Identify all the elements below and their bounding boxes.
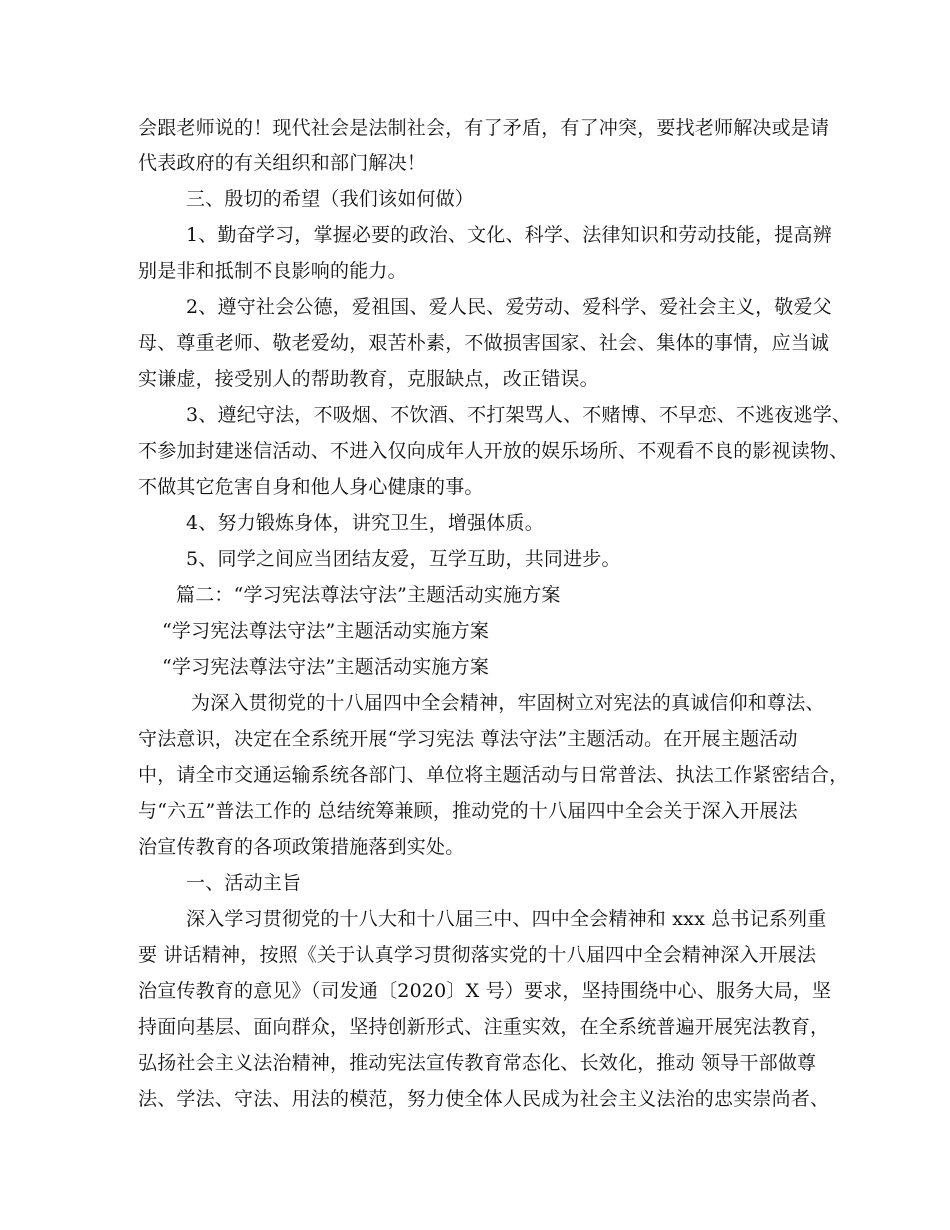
text-line: 5、同学之间应当团结友爱，互学互助，共同进步。 <box>186 548 621 570</box>
text-line: 母、尊重老师、敬老爱幼，艰苦朴素，不做损害国家、社会、集体的事情，应当诚 <box>138 332 830 354</box>
text-line: 与“六五”普法工作的 总结统筹兼顾，推动党的十八届四中全会关于深入开展法 <box>138 800 798 822</box>
text-line: 代表政府的有关组织和部门解决！ <box>138 152 427 174</box>
text-line: 治宣传教育的意见》（司发通〔2020〕X 号）要求，坚持围绕中心、服务大局，坚 <box>138 980 832 1002</box>
section-heading: 三、殷切的希望（我们该如何做） <box>186 188 475 210</box>
text-line: 要 讲话精神，按照《关于认真学习贯彻落实党的十八届四中全会精神深入开展法 <box>138 944 817 966</box>
text-line: 4、努力锻炼身体，讲究卫生，增强体质。 <box>186 512 544 534</box>
text-line: 治宣传教育的各项政策措施落到实处。 <box>138 836 465 858</box>
text-line: 2、遵守社会公德，爱祖国、爱人民、爱劳动、爱科学、爱社会主义，敬爱父 <box>186 296 832 318</box>
text-line: 不参加封建迷信活动、不进入仅向成年人开放的娱乐场所、不观看不良的影视读物、 <box>138 440 849 462</box>
text-line: 别是非和抵制不良影响的能力。 <box>138 260 407 282</box>
subtitle: “学习宪法尊法守法”主题活动实施方案 <box>162 620 490 642</box>
text-line: 3、遵纪守法，不吸烟、不饮酒、不打架骂人、不赌博、不早恋、不逃夜逃学、 <box>186 404 852 426</box>
text-line: 持面向基层、面向群众，坚持创新形式、注重实效，在全系统普遍开展宪法教育， <box>138 1016 830 1038</box>
text-line: 会跟老师说的！现代社会是法制社会，有了矛盾，有了冲突，要找老师解决或是请 <box>138 117 830 139</box>
section-heading: 一、活动主旨 <box>186 872 302 894</box>
text-line: 不做其它危害自身和他人身心健康的事。 <box>138 476 484 498</box>
chapter-title: 篇二：“学习宪法尊法守法”主题活动实施方案 <box>176 584 561 606</box>
text-line: 中，请全市交通运输系统各部门、单位将主题活动与日常普法、执法工作紧密结合， <box>138 764 849 786</box>
text-line: 深入学习贯彻党的十八大和十八届三中、四中全会精神和 xxx 总书记系列重 <box>186 908 827 930</box>
text-line: 1、勤奋学习，掌握必要的政治、文化、科学、法律知识和劳动技能，提高辨 <box>186 224 832 246</box>
text-line: 守法意识，决定在全系统开展“学习宪法 尊法守法”主题活动。在开展主题活动 <box>138 728 798 750</box>
text-line: 实谦虚，接受别人的帮助教育，克服缺点，改正错误。 <box>138 368 599 390</box>
text-line: 弘扬社会主义法治精神，推动宪法宣传教育常态化、长效化，推动 领导干部做尊 <box>138 1052 817 1074</box>
text-line: 为深入贯彻党的十八届四中全会精神，牢固树立对宪法的真诚信仰和尊法、 <box>191 692 825 714</box>
subtitle: “学习宪法尊法守法”主题活动实施方案 <box>162 656 490 678</box>
text-line: 法、学法、守法、用法的模范，努力使全体人民成为社会主义法治的忠实崇尚者、 <box>138 1088 830 1110</box>
